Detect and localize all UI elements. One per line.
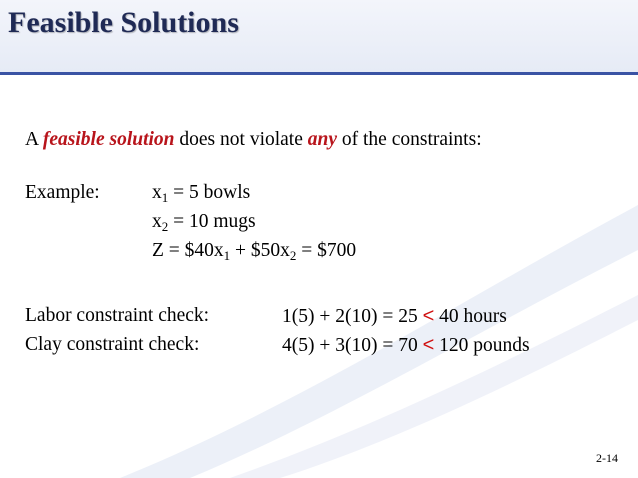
labor-limit: 40 hours xyxy=(439,306,507,327)
definition-middle: does not violate xyxy=(179,129,303,150)
example-label: Example: xyxy=(25,182,100,203)
x1-var: x xyxy=(152,182,162,203)
z-part2: + $50x xyxy=(230,240,290,261)
slide-header xyxy=(0,0,638,72)
x2-var: x xyxy=(152,211,162,232)
clay-op: < xyxy=(422,334,435,356)
labor-op: < xyxy=(422,305,435,327)
x1-sub: 1 xyxy=(161,190,169,205)
labor-expr: 1(5) + 2(10) = 25 xyxy=(282,306,418,327)
labor-check-expr xyxy=(282,305,507,328)
z-part1: Z = $40x xyxy=(152,240,224,261)
clay-check-label: Clay constraint check: xyxy=(25,334,200,355)
definition-emphasis: any xyxy=(307,129,338,150)
z-part3: = $700 xyxy=(296,240,357,261)
z-sub2: 2 xyxy=(289,248,297,263)
x1-value: = 5 bowls xyxy=(173,182,251,203)
page-number: 2-14 xyxy=(596,451,618,465)
slide-title: Feasible Solutions xyxy=(8,6,239,39)
x2-value: = 10 mugs xyxy=(173,211,256,232)
example-x1 xyxy=(152,182,250,204)
x2-sub: 2 xyxy=(161,219,169,234)
definition-suffix: of the constraints: xyxy=(341,129,482,150)
definition-term: feasible solution xyxy=(42,129,175,150)
clay-limit: 120 pounds xyxy=(439,335,530,356)
example-z xyxy=(152,240,356,262)
labor-check-label: Labor constraint check: xyxy=(25,305,210,326)
clay-expr: 4(5) + 3(10) = 70 xyxy=(282,335,418,356)
example-x2 xyxy=(152,211,256,233)
z-sub1: 1 xyxy=(223,248,231,263)
definition-prefix: A xyxy=(25,129,39,150)
clay-check-expr xyxy=(282,334,530,357)
definition-line xyxy=(25,129,482,151)
